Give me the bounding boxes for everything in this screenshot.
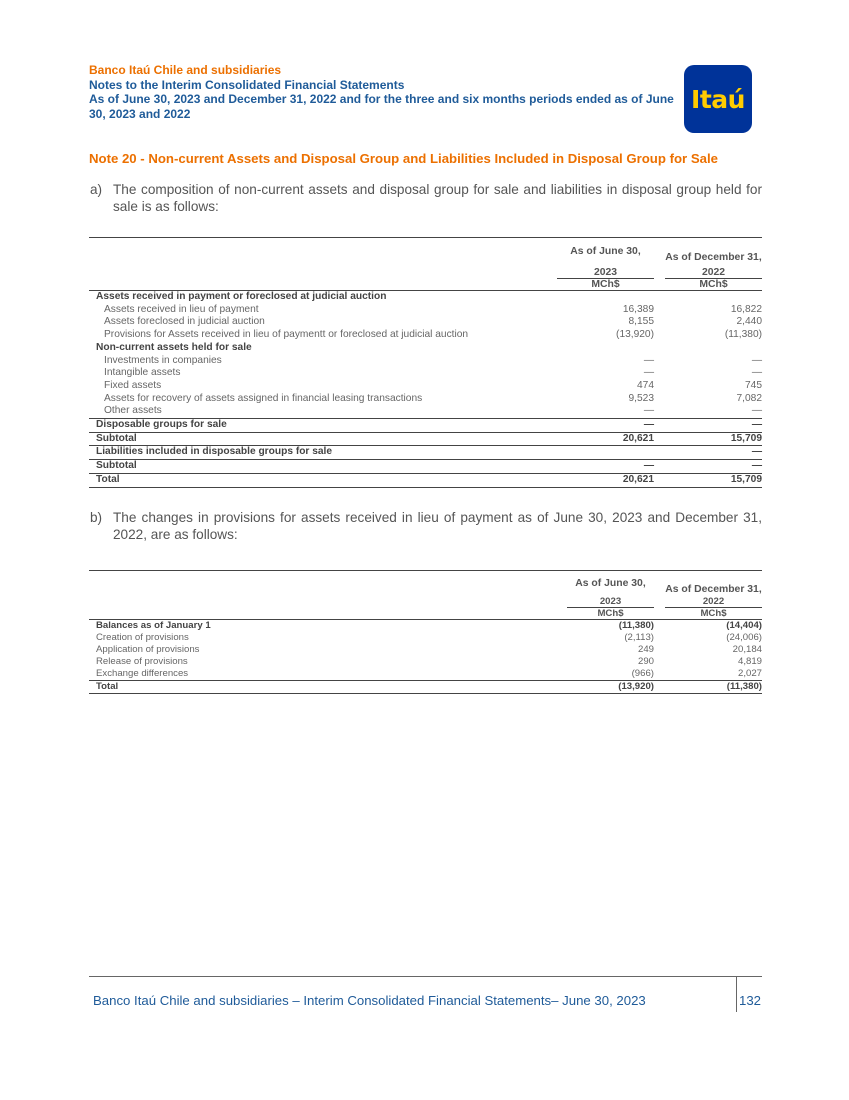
- t1-col1-year: 2023: [557, 264, 654, 278]
- table-row: [89, 620, 762, 633]
- table-row: [89, 632, 762, 644]
- table-row: [89, 405, 762, 418]
- table-row: [89, 668, 762, 681]
- table-row: [89, 446, 762, 460]
- paragraph-b-label: b): [90, 510, 103, 525]
- row-label: Release of provisions: [96, 656, 188, 667]
- row-value-2023: 290: [637, 656, 654, 667]
- row-value-2023: (2,113): [624, 632, 654, 643]
- row-value-2022: 20,184: [732, 644, 762, 655]
- assets-table: [89, 237, 762, 488]
- row-value-2023: 249: [637, 644, 654, 655]
- row-value-2023: (966): [631, 668, 654, 679]
- logo-text: Itaú: [691, 84, 745, 114]
- row-value-2022: (24,006): [726, 632, 762, 643]
- row-label: Assets foreclosed in judicial auction: [104, 316, 265, 328]
- row-value-2022: —: [751, 367, 762, 379]
- table-row: [89, 342, 762, 355]
- row-label: Disposable groups for sale: [96, 419, 227, 431]
- paragraph-a-text: The composition of non-current assets and disposal group for sale and liabilities in disposal group held for sale is as follows:: [113, 182, 762, 214]
- row-value-2022: (11,380): [724, 329, 762, 341]
- row-value-2022: —: [751, 419, 762, 431]
- row-value-2022: 16,822: [730, 303, 762, 315]
- t1-col1-head: As of June 30,: [570, 245, 641, 257]
- table-row: [89, 304, 762, 317]
- subtotal-row: [89, 432, 762, 446]
- row-label: Assets received in lieu of payment: [104, 303, 259, 315]
- table-row: [89, 367, 762, 380]
- row-label: Fixed assets: [104, 379, 162, 391]
- t1-col1-unit: MCh$: [591, 279, 620, 290]
- row-label: Balances as of January 1: [96, 620, 211, 631]
- table-row: [89, 419, 762, 433]
- row-value-2022: [665, 342, 762, 355]
- page-header: [89, 63, 679, 121]
- row-label: Provisions for Assets received in lieu of paymentt or foreclosed at judicial auction: [104, 329, 469, 341]
- row-value-2023: —: [643, 419, 654, 431]
- row-label: Non-current assets held for sale: [96, 341, 252, 353]
- total-row: [89, 473, 762, 487]
- row-value-2023: [557, 291, 654, 304]
- footer-divider: [89, 976, 762, 977]
- row-label: Assets received in payment or foreclosed at judicial auction: [96, 291, 387, 302]
- paragraph-a: [90, 182, 762, 215]
- table-row: [89, 656, 762, 668]
- row-value-2023: —: [643, 354, 654, 366]
- table-row: [89, 393, 762, 406]
- row-value-2022: 745: [745, 379, 762, 391]
- row-value-2022: —: [751, 354, 762, 366]
- paragraph-a-label: a): [90, 182, 103, 197]
- company-name: Banco Itaú Chile and subsidiaries: [89, 63, 282, 77]
- row-label: Intangible assets: [104, 367, 181, 379]
- row-value-2023: 474: [637, 379, 654, 391]
- row-value-2023: (13,920): [616, 329, 654, 341]
- page-number: 132: [739, 993, 762, 1008]
- t2-col1-unit: MCh$: [597, 608, 624, 619]
- table-row: [89, 644, 762, 656]
- paragraph-b-text: The changes in provisions for assets received in lieu of payment as of June 30, 2023 and December 31, 2022, are as follows:: [113, 510, 762, 542]
- row-value-2023: (13,920): [618, 681, 654, 692]
- t2-col2-year: 2022: [665, 595, 762, 607]
- header-subtitle: Notes to the Interim Consolidated Financial Statements: [89, 77, 405, 92]
- row-value-2022: 2,440: [736, 316, 762, 328]
- row-value-2023: —: [643, 460, 654, 472]
- table-row: [89, 355, 762, 368]
- t2-col2-unit: MCh$: [700, 608, 727, 619]
- row-value-2023: —: [643, 405, 654, 417]
- row-label: Liabilities included in disposable groups for sale: [96, 446, 333, 458]
- row-label: Creation of provisions: [96, 632, 189, 643]
- row-label: Investments in companies: [104, 354, 222, 366]
- row-label: Assets for recovery of assets assigned in financial leasing transactions: [104, 392, 423, 404]
- row-label: Application of provisions: [96, 644, 200, 655]
- row-value-2023: 9,523: [628, 392, 654, 404]
- t2-col1-year: 2023: [567, 595, 654, 607]
- row-value-2022: (11,380): [726, 681, 762, 692]
- itau-logo: [684, 65, 752, 133]
- row-label: Subtotal: [96, 432, 137, 444]
- row-value-2022: —: [751, 405, 762, 417]
- t2-col2-head: As of December 31,: [665, 584, 762, 595]
- footer-text: Banco Itaú Chile and subsidiaries – Interim Consolidated Financial Statements– June 30, 2023: [93, 993, 646, 1008]
- note-title: Note 20 - Non-current Assets and Disposal Group and Liabilities Included in Disposal Group for Sale: [89, 151, 718, 166]
- row-value-2023: [557, 446, 654, 460]
- row-value-2023: 8,155: [628, 316, 654, 328]
- row-label: Other assets: [104, 405, 162, 417]
- row-label: Exchange differences: [96, 668, 189, 679]
- table-row: [89, 329, 762, 342]
- subtotal-row: [89, 460, 762, 474]
- row-label: Total: [96, 473, 120, 485]
- row-value-2023: (11,380): [618, 620, 654, 631]
- total-row: [89, 681, 762, 694]
- row-value-2022: 4,819: [737, 656, 762, 667]
- row-value-2022: 15,709: [730, 473, 762, 485]
- footer-page-separator: [736, 976, 737, 1012]
- t1-col2-head: As of December 31,: [665, 252, 762, 263]
- table-row: [89, 291, 762, 304]
- row-value-2023: 20,621: [622, 473, 654, 485]
- row-value-2022: (14,404): [726, 620, 762, 631]
- row-value-2022: 2,027: [737, 668, 762, 679]
- row-value-2023: 16,389: [622, 303, 654, 315]
- row-value-2023: [557, 342, 654, 355]
- t1-col2-year: 2022: [665, 264, 762, 278]
- provisions-table: [89, 570, 762, 694]
- t2-col1-head: As of June 30,: [575, 577, 646, 589]
- row-value-2022: —: [751, 460, 762, 472]
- row-value-2023: —: [643, 367, 654, 379]
- t1-col2-unit: MCh$: [699, 279, 728, 290]
- table-row: [89, 316, 762, 329]
- row-value-2023: 20,621: [622, 432, 654, 444]
- row-label: Subtotal: [96, 460, 137, 472]
- paragraph-b: [90, 510, 762, 543]
- row-value-2022: —: [751, 446, 762, 458]
- table-row: [89, 380, 762, 393]
- header-period: As of June 30, 2023 and December 31, 2022 and for the three and six months periods ended as of June 30, 2023 and 2022: [89, 92, 674, 121]
- row-value-2022: 7,082: [736, 392, 762, 404]
- row-value-2022: 15,709: [730, 432, 762, 444]
- row-label: Total: [96, 681, 119, 692]
- row-value-2022: [665, 291, 762, 304]
